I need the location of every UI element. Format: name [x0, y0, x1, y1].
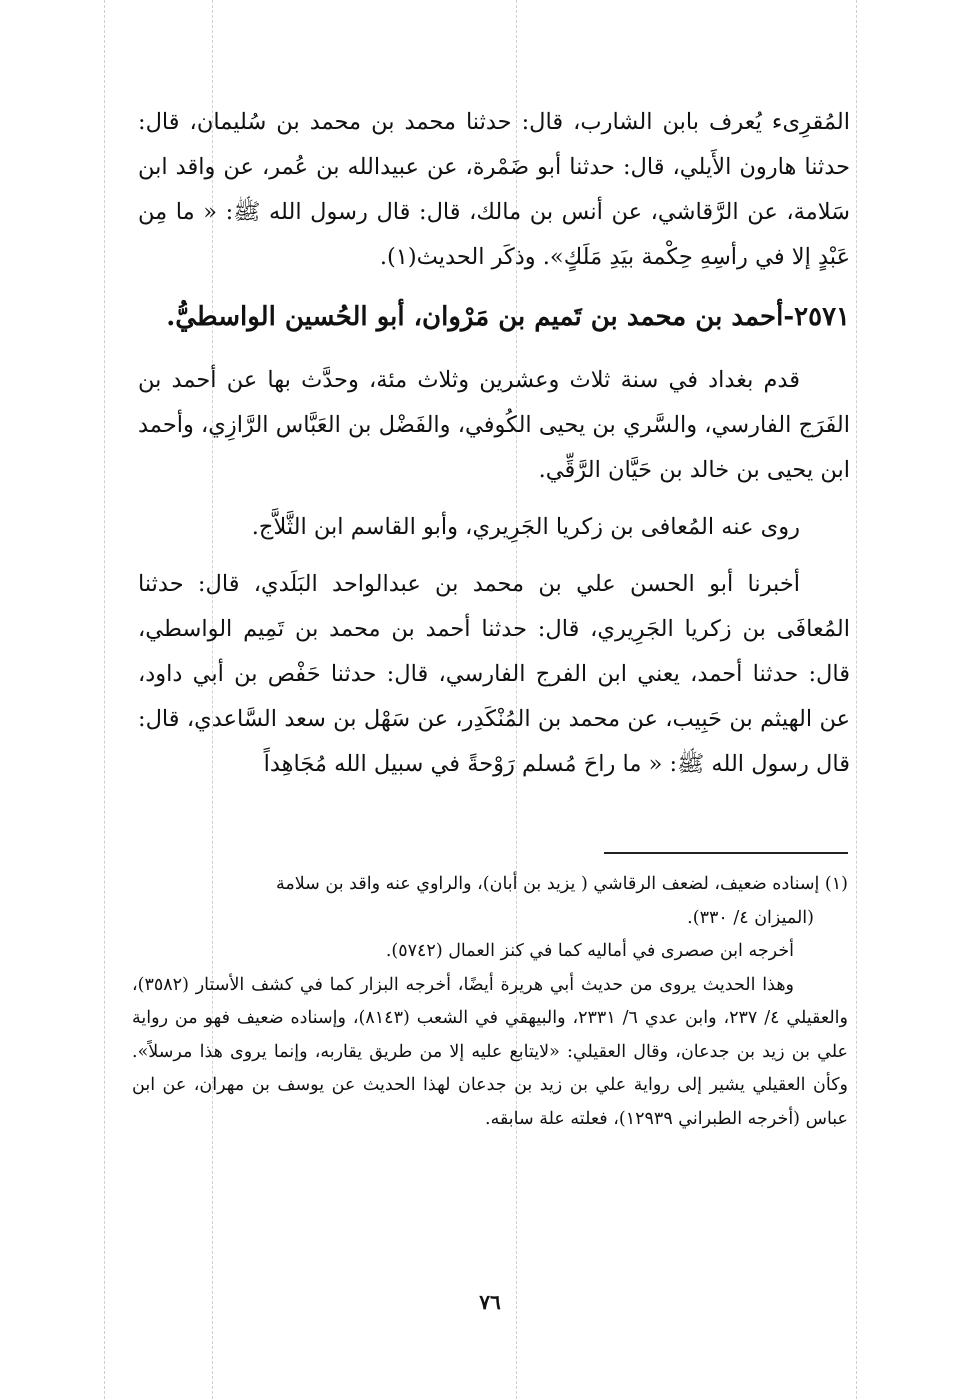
scan-artifact-line: [856, 0, 857, 1399]
footnotes: [132, 868, 848, 1136]
paragraph-hadith-continuation: المُقرِىء يُعرف بابن الشارب، قال: حدثنا محمد بن محمد بن سُليمان، قال: حدثنا هارون الأَيلي، قال: حدثنا أبو ضَمْرة، عن عبيدالله بن عُمر، عن واقد ابن سَلامة، عن الرَّقاشي، عن أنس بن مالك، قال: قال رسول الله ﷺ: « ما مِن عَبْدٍ إلا في رأسِهِ حِكْمة بيَدِ مَلَكٍ». وذكَر الحديث(١).: [138, 109, 850, 270]
main-text: [138, 100, 850, 787]
page-number: ٧٦: [479, 1290, 501, 1314]
paragraph-narrators: روى عنه المُعافى بن زكريا الجَرِيري، وأبو القاسم ابن الثَّلاَّج.: [251, 514, 800, 540]
paragraph-biography: قدم بغداد في سنة ثلاث وعشرين وثلاث مئة، وحدَّث بها عن أحمد بن الفَرَج الفارسي، والسَّري بن يحيى الكُوفي، والفَضْل بن العَبَّاس الرَّازِي، وأحمد ابن يحيى بن خالد بن حَيَّان الرَّقِّي.: [138, 367, 850, 483]
footnote-1-line: أخرجه ابن صصرى في أماليه كما في كنز العمال (٥٧٤٢).: [385, 941, 794, 961]
footnote-1-line: (١) إسناده ضعيف، لضعف الرقاشي ( يزيد بن أبان)، والراوي عنه واقد بن سلامة: [275, 874, 848, 894]
biography-entry-heading: ٢٥٧١-أحمد بن محمد بن تَميم بن مَرْوان، أبو الحُسين الواسطيُّ.: [166, 302, 850, 332]
scan-artifact-line: [104, 0, 105, 1399]
footnote-separator: [604, 852, 848, 854]
footnote-1-paragraph: وهذا الحديث يروى من حديث أبي هريرة أيضًا، أخرجه البزار كما في كشف الأستار (٣٥٨٢)، والعقيلي ٤/ ٢٣٧، وابن عدي ٦/ ٢٣٣١، والبيهقي في الشعب (٨١٤٣)، وإسناده ضعيف فهو من رواية علي بن زيد بن جدعان، وقال العقيلي: «لايتابع عليه إلا من طريق يقاربه، وإنما يروى هذا مرسلاً». وكأن العقيلي يشير إلى رواية علي بن زيد بن جدعان لهذا الحديث عن يوسف بن مهران، عن ابن عباس (أخرجه الطبراني ١٢٩٣٩)، فعلته علة سابقه.: [132, 974, 848, 1129]
paragraph-isnad: أخبرنا أبو الحسن علي بن محمد بن عبدالواحد البَلَدي، قال: حدثنا المُعافَى بن زكريا الجَرِيري، قال: حدثنا أحمد بن محمد بن تَمِيم الواسطي، قال: حدثنا أحمد، يعني ابن الفرج الفارسي، قال: حدثنا حَفْص بن أبي داود، عن الهيثم بن حَبِيب، عن محمد بن المُنْكَدِر، عن سَهْل بن سعد السَّاعدي، قال: قال رسول الله ﷺ: « ما راحَ مُسلم رَوْحةً في سبيل الله مُجَاهِداً: [138, 571, 850, 777]
footnote-1-line: (الميزان ٤/ ٣٣٠).: [687, 907, 814, 928]
